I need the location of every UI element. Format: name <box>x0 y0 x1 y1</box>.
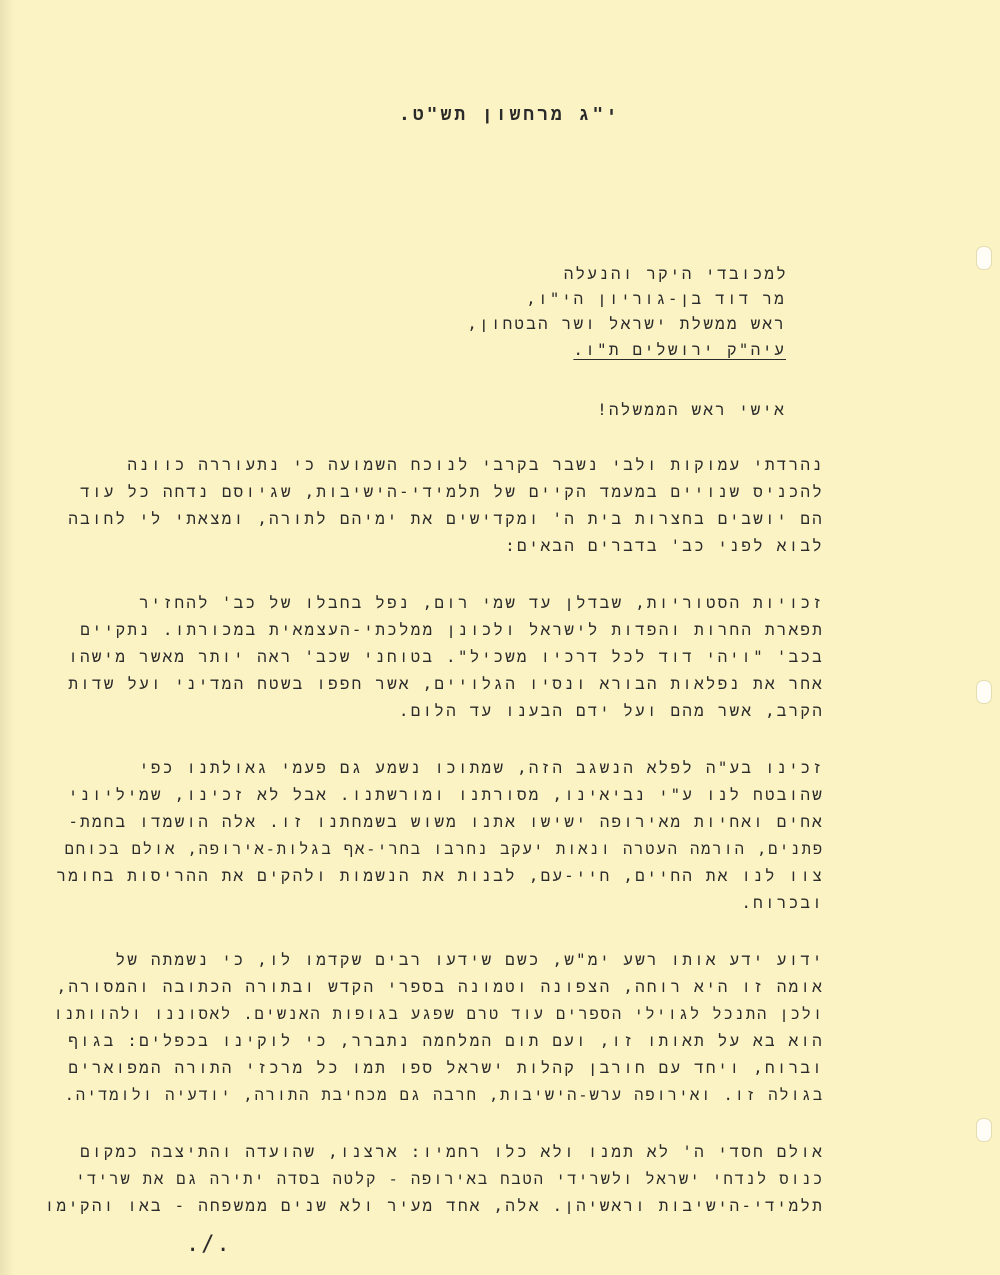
address-line: מר דוד בן-גוריון הי"ו, <box>526 289 786 308</box>
paragraph-line: ידוע ידע אותו רשע ימ"ש, כשם שידעו רבים שקדמו לו, כי נשמתה של <box>115 950 824 969</box>
paragraph-line: ובכרוח. <box>741 893 824 912</box>
paragraph-line: הוא בא על תאותו זו, ועם תום המלחמה נתברר, כי לוקינו בכפלים: בגוף <box>68 1031 824 1050</box>
paragraph-line: הם יושבים בחצרות בית ה' ומקדישים את ימיהם לתורה, ומצאתי לי לחובה <box>68 509 824 528</box>
paragraph-line: שהובטח לנו ע"י נביאינו, מסורתנו ומורשתנו. אבל לא זכינו, שמיליוני <box>68 785 824 804</box>
paragraph-line: תלמידי-הישיבות וראשיהן. אלה, אחד מעיר ולא שנים ממשפחה - באו והקימו <box>44 1196 824 1215</box>
paragraph-line: נהרדתי עמוקות ולבי נשבר בקרבי לנוכח השמועה כי נתעוררה כוונה <box>127 455 824 474</box>
salutation: אישי ראש הממשלה! <box>597 400 786 419</box>
paragraph-line: הקרב, אשר מהם ועל ידם הבענו עד הלום. <box>398 701 824 720</box>
paragraph-line: בגולה זו. ואירופה ערש-הישיבות, חרבה גם מכחיבת התורה, יודעיה ולומדיה. <box>64 1086 824 1104</box>
paragraph-line: אולם חסדי ה' לא תמנו ולא כלו רחמיו: ארצנו, שהועדה והתיצבה כמקום <box>80 1142 824 1161</box>
paragraph-line: תפארת החרות והפדות לישראל ולכונן ממלכתי-העצמאית במכורתו. נתקיים <box>80 620 824 639</box>
punch-hole <box>976 246 992 270</box>
page-edge-shadow <box>0 0 14 1275</box>
punch-hole <box>976 680 992 704</box>
paragraph-line: זכויות הסטוריות, שבדלן עד שמי רום, נפל בחבלו של כב' להחזיר <box>139 593 824 612</box>
punch-hole <box>976 1118 992 1142</box>
paragraph-line: פתנים, הורמה העטרה ונאות יעקב נחרבו בחרי-אף בגלות-אירופה, אולם בכוחם <box>64 840 824 858</box>
address-line: ראש ממשלת ישראל ושר הבטחון, <box>467 314 786 333</box>
paragraph-line: אחר את נפלאות הבורא ונסיו הגלויים, אשר חפפו בשטח המדיני ועל שדות <box>68 674 824 693</box>
address-line: עיה"ק ירושלים ת"ו. <box>573 340 786 359</box>
paragraph-line: זכינו בע"ה לפלא הנשגב הזה, שמתוכו נשמע גם פעמי גאולתנו כפי <box>139 758 824 777</box>
paragraph-line: בכב' "ויהי דוד לכל דרכיו משכיל". בטוחני שכב' ראה יותר מאשר מישהו <box>68 647 824 666</box>
paragraph-line: אחים ואחיות מאירופה ישישו אתנו משוש בשמחתנו זו. אלה הושמדו בחמת- <box>68 812 824 831</box>
paragraph-line: צוו לנו את החיים, חיי-עם, לבנות את הנשמות ולהקים את ההריסות בחומר <box>56 866 824 885</box>
paragraph-line: אומה זו היא רוחה, הצפונה וטמונה בספרי הקדש ובתורה הכתובה והמסורה, <box>56 977 824 996</box>
paragraph-line: כנוס לנדחי ישראל ולשרידי הטבח באירופה - קלטה בסדה יתירה גם את שרידי <box>75 1170 824 1188</box>
address-line: למכובדי היקר והנעלה <box>563 264 788 283</box>
paragraph-line: להכניס שנויים במעמד הקיים של תלמידי-הישיבות, שגיוסם נדחה כל עוד <box>80 482 824 501</box>
paragraph-line: לבוא לפני כב' בדברים הבאים: <box>505 536 824 555</box>
page-continuation-marker: ./. <box>186 1232 232 1257</box>
letter-date: י"ג מרחשון תש"ט. <box>398 104 620 125</box>
paragraph-line: ולכן התנכל לגוילי הספרים עוד טרם שפגע בגופות האנשים. לאסוננו ולהוותנו <box>53 1005 824 1023</box>
paragraph-line: וברוח, ויחד עם חורבן קהלות ישראל ספו תמו כל מרכזי התורה המפוארים <box>68 1058 824 1077</box>
